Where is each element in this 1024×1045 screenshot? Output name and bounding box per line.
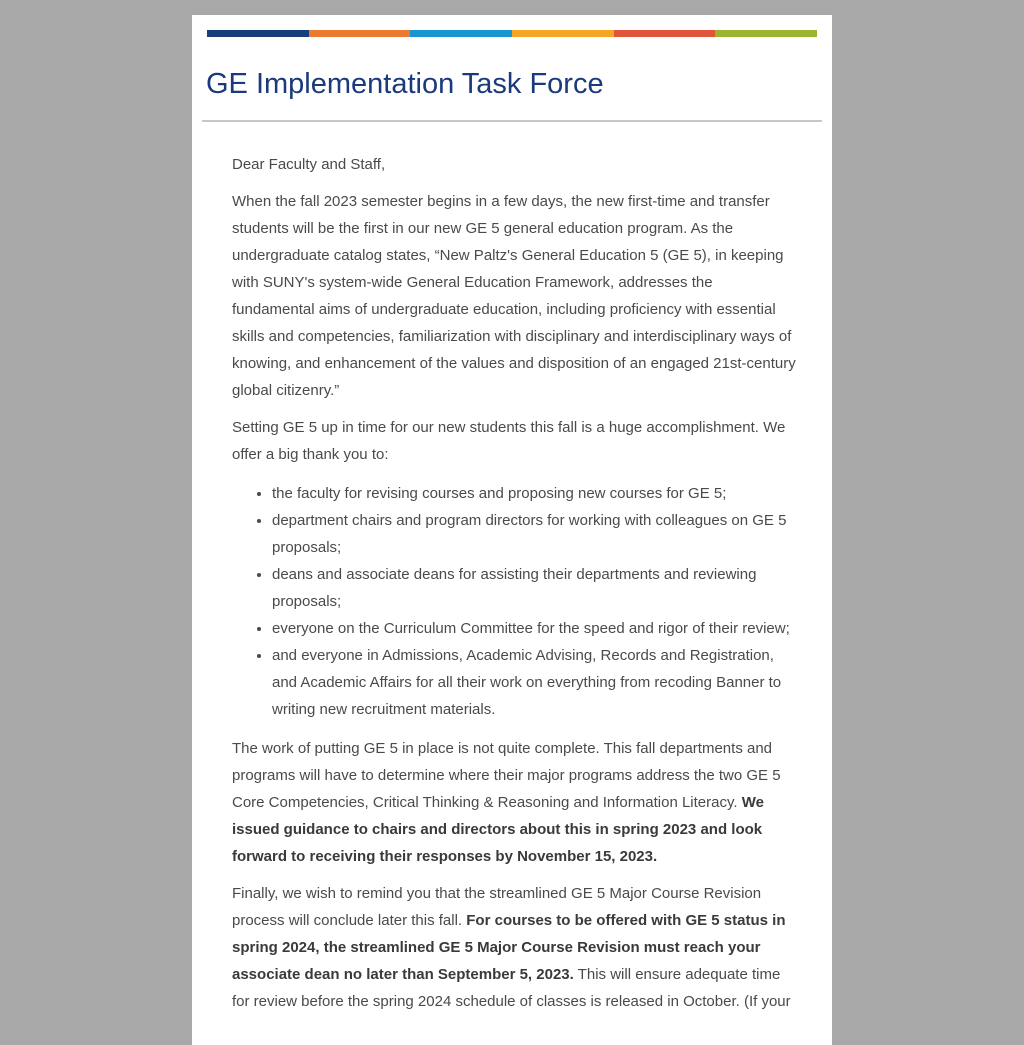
list-item: • and everyone in Admissions, Academic Advising, Records and Registration, and Academic Affairs for all their work on everything from recoding Banner to writing new recruitment materials. [272, 642, 797, 723]
email-body [232, 151, 797, 1025]
color-segment-orange [309, 30, 411, 37]
paragraph-intro: When the fall 2023 semester begins in a few days, the new first-time and transfer students will be the first in our new GE 5 general education program. As the undergraduate catalog states, “New Paltz's General Education 5 (GE 5), in keeping with SUNY's system-wide General Education Framework, addresses the fundamental aims of undergraduate education, including proficiency with essential skills and competencies, familiarization with disciplinary and interdisciplinary ways of knowing, and enhancement of the values and disposition of an engaged 21st-century global citizenry.” [232, 193, 796, 399]
list-item: • the faculty for revising courses and proposing new courses for GE 5; [272, 480, 797, 507]
brand-color-bar [207, 30, 817, 37]
color-segment-yellow [512, 30, 614, 37]
thanks-list [232, 480, 797, 723]
paragraph-text: The work of putting GE 5 in place is not quite complete. This fall departments and programs will have to determine where their major programs address the two GE 5 Core Competencies, Critical Thinking & Reasoning and Information Literacy. [232, 740, 781, 811]
paragraph-text: This will ensure adequate time for review before the spring 2024 schedule of classes is released in October. (If your [232, 966, 791, 1010]
color-segment-blue [410, 30, 512, 37]
color-segment-red [614, 30, 716, 37]
greeting: Dear Faculty and Staff, [232, 156, 386, 173]
color-segment-green [715, 30, 817, 37]
paragraph-course-revision [232, 880, 797, 1015]
color-segment-navy [207, 30, 309, 37]
page-title: GE Implementation Task Force [206, 68, 604, 100]
paragraph-emphasis: For courses to be offered with GE 5 status in spring 2024, the streamlined GE 5 Major Course Revision must reach your associate dean no later than September 5, 2023. [232, 912, 786, 983]
paragraph-text: Finally, we wish to remind you that the streamlined GE 5 Major Course Revision process will conclude later this fall. [232, 885, 762, 929]
paragraph-thanks: Setting GE 5 up in time for our new students this fall is a huge accomplishment. We offer a big thank you to: [232, 419, 786, 463]
list-item: • everyone on the Curriculum Committee for the speed and rigor of their review; [272, 615, 797, 642]
list-item: • deans and associate deans for assisting their departments and reviewing proposals; [272, 561, 797, 615]
paragraph-remaining-work [232, 735, 797, 870]
email-page [192, 15, 832, 1045]
list-item: • department chairs and program directors for working with colleagues on GE 5 proposals; [272, 507, 797, 561]
title-divider [202, 120, 822, 122]
paragraph-emphasis: We issued guidance to chairs and directors about this in spring 2023 and look forward to receiving their responses by November 15, 2023. [232, 794, 764, 865]
